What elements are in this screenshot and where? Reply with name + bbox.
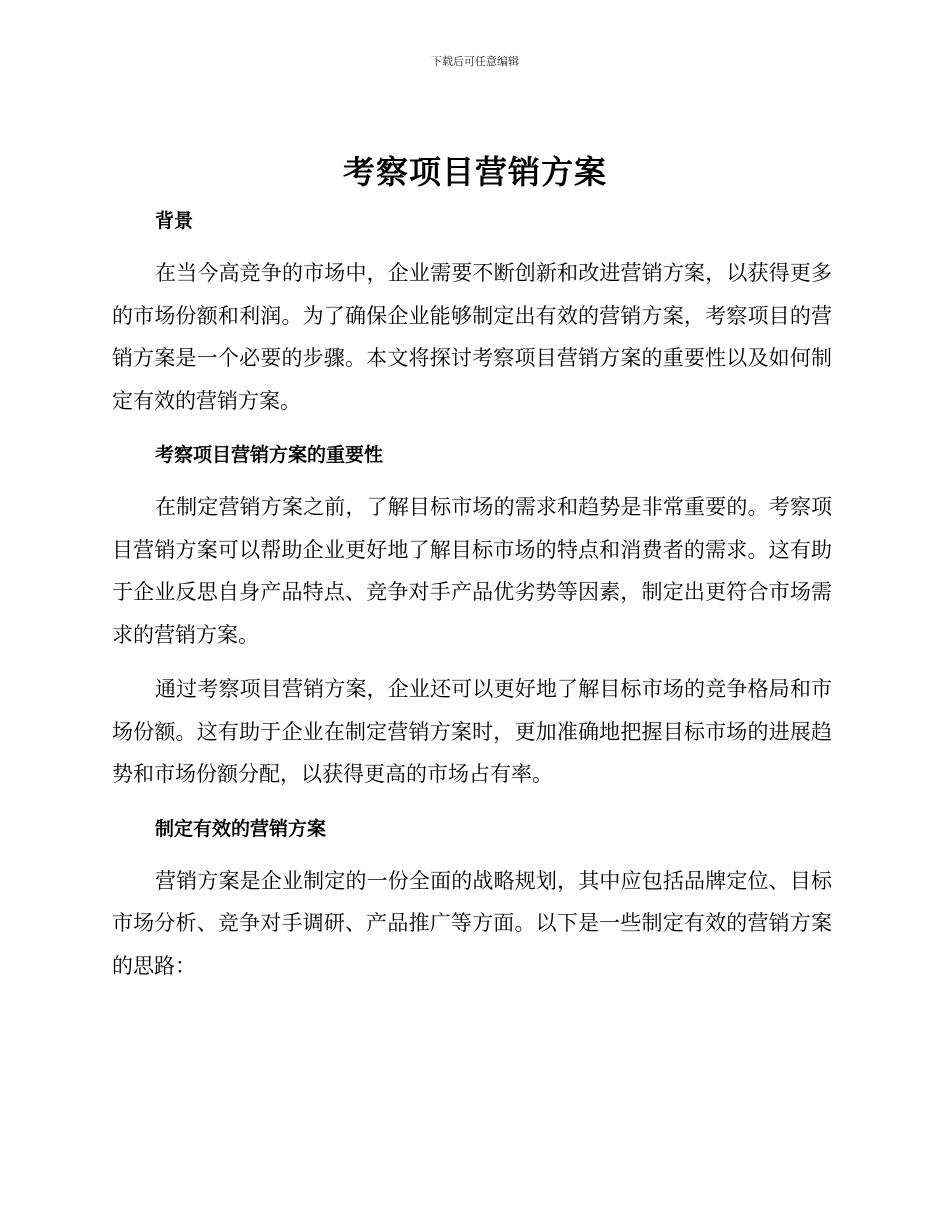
paragraph: 营销方案是企业制定的一份全面的战略规划，其中应包括品牌定位、目标市场分析、竞争对手调研、产品推广等方面。以下是一些制定有效的营销方案的思路： [112,868,832,978]
paragraph: 通过考察项目营销方案，企业还可以更好地了解目标市场的竞争格局和市场份额。这有助于企业在制定营销方案时，更加准确地把握目标市场的进展趋势和市场份额分配，以获得更高的市场占有率。 [112,677,832,786]
section-heading-background: 背景 [155,210,194,232]
paragraph: 在制定营销方案之前，了解目标市场的需求和趋势是非常重要的。考察项目营销方案可以帮助企业更好地了解目标市场的特点和消费者的需求。这有助于企业反思自身产品特点、竞争对手产品优劣势等因素，制定出更符合市场需求的营销方案。 [112,495,832,647]
document-body [112,200,832,987]
section-heading-effective-plan: 制定有效的营销方案 [155,817,327,840]
paragraph: 在当今高竞争的市场中，企业需要不断创新和改进营销方案，以获得更多的市场份额和利润。为了确保企业能够制定出有效的营销方案，考察项目的营销方案是一个必要的步骤。本文将探讨考察项目营销方案的重要性以及如何制定有效的营销方案。 [112,261,832,413]
document-title: 考察项目营销方案 [342,153,607,191]
page-header: 下载后可任意编辑 [431,55,519,68]
section-heading-importance: 考察项目营销方案的重要性 [155,444,384,466]
